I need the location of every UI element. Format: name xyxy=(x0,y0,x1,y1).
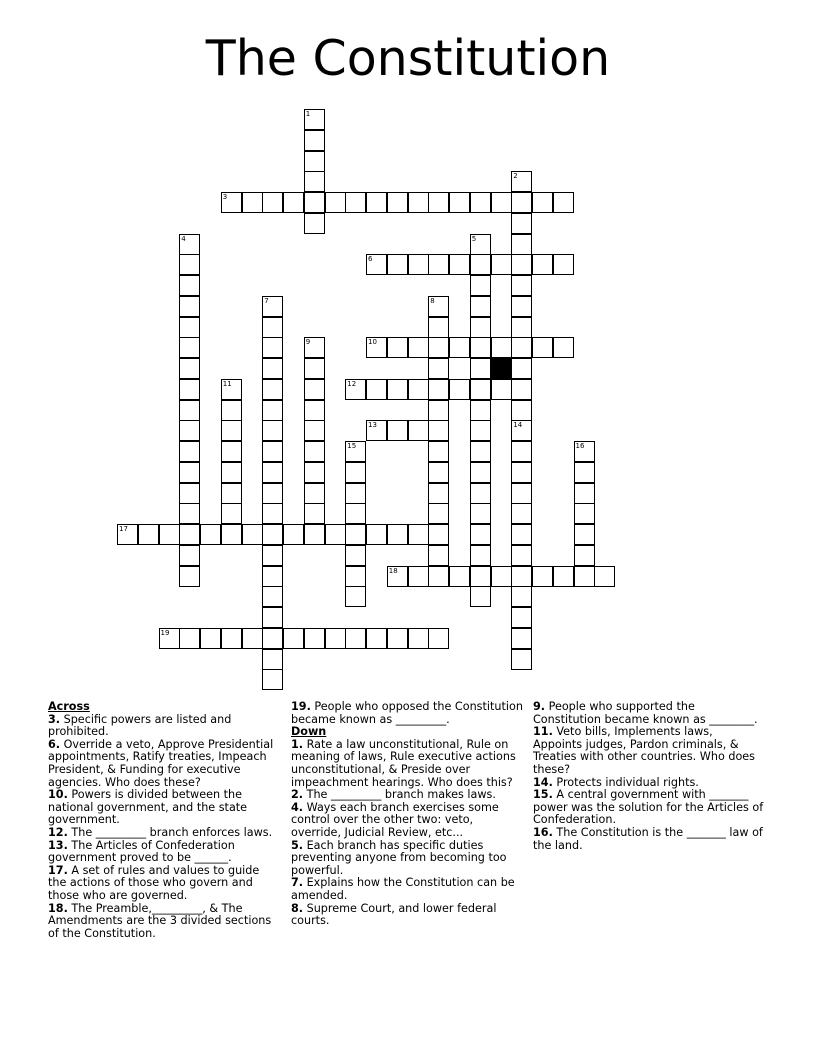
grid-cell[interactable] xyxy=(262,586,283,607)
grid-cell[interactable] xyxy=(511,524,532,545)
grid-cell[interactable] xyxy=(221,483,242,504)
grid-cell[interactable] xyxy=(470,586,491,607)
grid-cell[interactable] xyxy=(179,234,200,255)
grid-cell[interactable] xyxy=(221,441,242,462)
grid-cell[interactable] xyxy=(304,628,325,649)
grid-cell[interactable] xyxy=(221,462,242,483)
grid-cell[interactable] xyxy=(262,400,283,421)
grid-cell[interactable] xyxy=(470,566,491,587)
grid-cell[interactable] xyxy=(304,524,325,545)
grid-cell[interactable] xyxy=(262,628,283,649)
grid-cell[interactable] xyxy=(491,337,512,358)
grid-cell[interactable] xyxy=(304,379,325,400)
grid-cell[interactable] xyxy=(262,192,283,213)
grid-cell[interactable] xyxy=(511,462,532,483)
clue-number: 17 xyxy=(119,525,128,533)
grid-cell[interactable] xyxy=(449,192,470,213)
grid-cell[interactable] xyxy=(345,192,366,213)
grid-cell[interactable] xyxy=(428,441,449,462)
grid-cell[interactable] xyxy=(200,524,221,545)
grid-cell[interactable] xyxy=(221,192,242,213)
clue-down-5: 5. Each branch has specific duties preventing anyone from becoming too powerful. xyxy=(291,838,507,877)
clue-down-15: 15. A central government with _______ power was the solution for the Articles of Confederation. xyxy=(533,788,764,827)
grid-cell[interactable] xyxy=(511,254,532,275)
grid-cell[interactable] xyxy=(179,566,200,587)
grid-cell[interactable] xyxy=(511,586,532,607)
grid-cell[interactable] xyxy=(408,628,429,649)
grid-cell[interactable] xyxy=(242,192,263,213)
grid-cell[interactable] xyxy=(511,503,532,524)
clue-number: 5 xyxy=(471,234,477,243)
grid-cell[interactable] xyxy=(179,337,200,358)
grid-cell[interactable] xyxy=(491,566,512,587)
clue-down-7: 7. Explains how the Constitution can be amended. xyxy=(291,876,515,902)
grid-cell[interactable] xyxy=(366,524,387,545)
clues-column-1 xyxy=(48,701,280,940)
grid-cell[interactable] xyxy=(262,379,283,400)
grid-cell[interactable] xyxy=(428,566,449,587)
grid-cell[interactable] xyxy=(304,213,325,234)
grid-cell[interactable] xyxy=(470,503,491,524)
grid-cell[interactable] xyxy=(470,296,491,317)
grid-cell[interactable] xyxy=(449,379,470,400)
clue-number: 19 xyxy=(160,628,170,637)
grid-cell[interactable] xyxy=(449,254,470,275)
clue-number: 14 xyxy=(513,421,523,430)
clue-down-16: 16. The Constitution is the _______ law of the land. xyxy=(533,825,763,852)
grid-cell[interactable] xyxy=(179,317,200,338)
grid-cell[interactable] xyxy=(428,192,449,213)
grid-cell[interactable] xyxy=(491,192,512,213)
grid-cell[interactable] xyxy=(304,420,325,441)
grid-cell[interactable] xyxy=(345,462,366,483)
clue-across-10: 10. Powers is divided between the national government, and the state government. xyxy=(48,788,248,827)
grid-cell[interactable] xyxy=(179,358,200,379)
grid-cell[interactable] xyxy=(574,503,595,524)
grid-cell[interactable] xyxy=(345,566,366,587)
grid-cell[interactable] xyxy=(262,607,283,628)
grid-cell[interactable] xyxy=(325,192,346,213)
grid-cell[interactable] xyxy=(304,130,325,151)
grid-cell[interactable] xyxy=(179,379,200,400)
grid-cell[interactable] xyxy=(428,628,449,649)
grid-cell[interactable] xyxy=(304,483,325,504)
down-header: Down xyxy=(291,725,327,739)
grid-cell[interactable] xyxy=(366,337,387,358)
grid-cell[interactable] xyxy=(221,379,242,400)
clue-number: 1 xyxy=(305,110,311,118)
grid-cell[interactable] xyxy=(345,503,366,524)
black-square xyxy=(491,358,512,379)
grid-cell[interactable] xyxy=(428,503,449,524)
clue-number: 15 xyxy=(347,442,357,450)
grid-cell[interactable] xyxy=(574,545,595,566)
clue-down-14: 14. Protects individual rights. xyxy=(533,775,699,789)
grid-cell[interactable] xyxy=(408,379,429,400)
clues-column-3 xyxy=(533,701,765,852)
grid-cell[interactable] xyxy=(179,254,200,275)
grid-cell[interactable] xyxy=(366,628,387,649)
grid-cell[interactable] xyxy=(200,628,221,649)
grid-cell[interactable] xyxy=(470,462,491,483)
grid-cell[interactable] xyxy=(511,545,532,566)
grid-cell[interactable] xyxy=(366,420,387,441)
grid-cell[interactable] xyxy=(470,400,491,421)
grid-cell[interactable] xyxy=(159,524,180,545)
grid-cell[interactable] xyxy=(574,483,595,504)
grid-cell[interactable] xyxy=(325,628,346,649)
grid-cell[interactable] xyxy=(262,503,283,524)
grid-cell[interactable] xyxy=(179,420,200,441)
grid-cell[interactable] xyxy=(428,317,449,338)
grid-cell[interactable] xyxy=(470,483,491,504)
clue-number: 7 xyxy=(264,296,269,305)
grid-cell[interactable] xyxy=(345,441,366,462)
grid-cell[interactable] xyxy=(304,503,325,524)
grid-cell[interactable] xyxy=(470,192,491,213)
clue-across-17: 17. A set of rules and values to guide the actions of those who govern and those who are governed. xyxy=(48,863,260,902)
grid-cell[interactable] xyxy=(179,483,200,504)
clue-number: 12 xyxy=(347,379,357,388)
grid-cell[interactable] xyxy=(553,254,574,275)
grid-cell[interactable] xyxy=(511,379,532,400)
clue-across-13: 13. The Articles of Confederation government proved to be ______. xyxy=(48,838,235,865)
grid-cell[interactable] xyxy=(574,566,595,587)
grid-cell[interactable] xyxy=(387,254,408,275)
grid-cell[interactable] xyxy=(511,441,532,462)
grid-cell[interactable] xyxy=(511,171,532,192)
grid-cell[interactable] xyxy=(470,441,491,462)
grid-cell[interactable] xyxy=(511,607,532,628)
grid-cell[interactable] xyxy=(138,524,159,545)
clue-number: 11 xyxy=(222,379,232,388)
grid-cell[interactable] xyxy=(179,441,200,462)
clue-across-3: 3. Specific powers are listed and prohibited. xyxy=(48,712,232,739)
grid-cell[interactable] xyxy=(532,566,553,587)
grid-cell[interactable] xyxy=(304,462,325,483)
grid-cell[interactable] xyxy=(428,296,449,317)
grid-cell[interactable] xyxy=(449,337,470,358)
grid-cell[interactable] xyxy=(408,192,429,213)
clues-column-2 xyxy=(291,701,523,928)
grid-cell[interactable] xyxy=(283,192,304,213)
grid-cell[interactable] xyxy=(262,441,283,462)
page-title: The Constitution xyxy=(205,30,611,87)
grid-cell[interactable] xyxy=(179,275,200,296)
grid-cell[interactable] xyxy=(428,462,449,483)
grid-cell[interactable] xyxy=(470,379,491,400)
grid-cell[interactable] xyxy=(387,192,408,213)
grid-cell[interactable] xyxy=(511,649,532,670)
grid-cell[interactable] xyxy=(387,379,408,400)
clue-across-6: 6. Override a veto, Approve Presidential appointments, Ratify treaties, Impeach President, & Funding for executive agencies. Who does these? xyxy=(48,737,274,789)
grid-cell[interactable] xyxy=(408,337,429,358)
grid-cell[interactable] xyxy=(262,317,283,338)
grid-cell[interactable] xyxy=(511,234,532,255)
grid-cell[interactable] xyxy=(179,628,200,649)
grid-cell[interactable] xyxy=(428,524,449,545)
grid-cell[interactable] xyxy=(470,317,491,338)
clue-down-4: 4. Ways each branch exercises some control over the other two: veto, override, Judicial Review, etc... xyxy=(291,800,499,839)
grid-cell[interactable] xyxy=(553,337,574,358)
grid-cell[interactable] xyxy=(491,379,512,400)
grid-cell[interactable] xyxy=(345,586,366,607)
grid-cell[interactable] xyxy=(304,400,325,421)
grid-cell[interactable] xyxy=(574,441,595,462)
clue-down-8: 8. Supreme Court, and lower federal courts. xyxy=(291,901,497,928)
grid-cell[interactable] xyxy=(159,628,180,649)
grid-cell[interactable] xyxy=(345,628,366,649)
grid-cell[interactable] xyxy=(262,524,283,545)
grid-cell[interactable] xyxy=(304,151,325,172)
grid-cell[interactable] xyxy=(532,254,553,275)
clue-number: 16 xyxy=(575,442,585,450)
grid-cell[interactable] xyxy=(242,524,263,545)
clue-across-12: 12. The _________ branch enforces laws. xyxy=(48,825,273,839)
grid-cell[interactable] xyxy=(511,337,532,358)
grid-cell[interactable] xyxy=(304,441,325,462)
grid-cell[interactable] xyxy=(221,524,242,545)
clue-number: 6 xyxy=(368,255,373,264)
grid-cell[interactable] xyxy=(262,337,283,358)
grid-cell[interactable] xyxy=(387,524,408,545)
grid-cell[interactable] xyxy=(532,192,553,213)
grid-cell[interactable] xyxy=(511,358,532,379)
grid-cell[interactable] xyxy=(179,545,200,566)
grid-cell[interactable] xyxy=(574,524,595,545)
grid-cell[interactable] xyxy=(511,192,532,213)
grid-cell[interactable] xyxy=(262,649,283,670)
grid-cell[interactable] xyxy=(345,483,366,504)
grid-cell[interactable] xyxy=(470,524,491,545)
grid-cell[interactable] xyxy=(345,379,366,400)
grid-cell[interactable] xyxy=(262,669,283,690)
grid-cell[interactable] xyxy=(366,192,387,213)
clue-down-1: 1. Rate a law unconstitutional, Rule on meaning of laws, Rule executive actions unconstitutional, & Preside over impeachment hearings. Who does this? xyxy=(291,737,516,789)
grid-cell[interactable] xyxy=(179,400,200,421)
grid-cell[interactable] xyxy=(262,483,283,504)
grid-cell[interactable] xyxy=(532,337,553,358)
grid-cell[interactable] xyxy=(428,379,449,400)
grid-cell[interactable] xyxy=(221,628,242,649)
grid-cell[interactable] xyxy=(470,275,491,296)
grid-cell[interactable] xyxy=(221,420,242,441)
clue-number: 9 xyxy=(305,338,311,347)
grid-cell[interactable] xyxy=(511,628,532,649)
grid-cell[interactable] xyxy=(470,234,491,255)
clue-number: 10 xyxy=(368,338,377,347)
grid-cell[interactable] xyxy=(262,566,283,587)
grid-cell[interactable] xyxy=(511,566,532,587)
grid-cell[interactable] xyxy=(262,296,283,317)
grid-cell[interactable] xyxy=(408,254,429,275)
grid-cell[interactable] xyxy=(179,462,200,483)
grid-cell[interactable] xyxy=(345,545,366,566)
grid-cell[interactable] xyxy=(179,296,200,317)
grid-cell[interactable] xyxy=(491,254,512,275)
grid-cell[interactable] xyxy=(428,420,449,441)
grid-cell[interactable] xyxy=(428,254,449,275)
grid-cell[interactable] xyxy=(179,503,200,524)
clue-across-19: 19. People who opposed the Constitution became known as _________. xyxy=(291,700,523,726)
grid-cell[interactable] xyxy=(325,524,346,545)
grid-cell[interactable] xyxy=(470,420,491,441)
grid-cell[interactable] xyxy=(366,379,387,400)
grid-cell[interactable] xyxy=(408,566,429,587)
grid-cell[interactable] xyxy=(283,524,304,545)
grid-cell[interactable] xyxy=(470,337,491,358)
grid-cell[interactable] xyxy=(594,566,615,587)
grid-cell[interactable] xyxy=(553,566,574,587)
clue-down-9: 9. People who supported the Constitution became known as ________. xyxy=(533,700,758,726)
grid-cell[interactable] xyxy=(408,420,429,441)
grid-cell[interactable] xyxy=(574,462,595,483)
grid-cell[interactable] xyxy=(387,420,408,441)
grid-cell[interactable] xyxy=(428,483,449,504)
grid-cell[interactable] xyxy=(179,524,200,545)
grid-cell[interactable] xyxy=(283,628,304,649)
grid-cell[interactable] xyxy=(304,109,325,130)
grid-cell[interactable] xyxy=(470,358,491,379)
clue-number: 8 xyxy=(430,296,435,305)
grid-cell[interactable] xyxy=(304,171,325,192)
grid-cell[interactable] xyxy=(387,337,408,358)
grid-cell[interactable] xyxy=(262,545,283,566)
clue-number: 18 xyxy=(388,566,398,575)
grid-cell[interactable] xyxy=(428,400,449,421)
grid-cell[interactable] xyxy=(366,254,387,275)
grid-cell[interactable] xyxy=(304,337,325,358)
clue-number: 13 xyxy=(368,421,377,430)
grid-cell[interactable] xyxy=(242,628,263,649)
grid-cell[interactable] xyxy=(470,545,491,566)
grid-cell[interactable] xyxy=(117,524,138,545)
grid-cell[interactable] xyxy=(345,524,366,545)
clue-number: 4 xyxy=(181,234,186,243)
grid-cell[interactable] xyxy=(262,462,283,483)
grid-cell[interactable] xyxy=(262,420,283,441)
grid-cell[interactable] xyxy=(387,628,408,649)
grid-cell[interactable] xyxy=(511,213,532,234)
clue-number: 3 xyxy=(222,193,228,201)
clue-down-2: 2. The _________ branch makes laws. xyxy=(291,788,496,802)
clue-down-11: 11. Veto bills, Implements laws, Appoints judges, Pardon criminals, & Treaties with other countries. Who does these? xyxy=(533,725,755,776)
clue-across-18: 18. The Preamble,_________, & The Amendments are the 3 divided sections of the Constitution. xyxy=(48,901,272,940)
grid-cell[interactable] xyxy=(511,275,532,296)
grid-cell[interactable] xyxy=(511,483,532,504)
grid-cell[interactable] xyxy=(387,566,408,587)
across-header: Across xyxy=(48,700,90,713)
grid-cell[interactable] xyxy=(449,566,470,587)
grid-cell[interactable] xyxy=(470,254,491,275)
grid-cell[interactable] xyxy=(221,400,242,421)
grid-cell[interactable] xyxy=(304,192,325,213)
grid-cell[interactable] xyxy=(553,192,574,213)
grid-cell[interactable] xyxy=(428,337,449,358)
grid-cell[interactable] xyxy=(511,296,532,317)
grid-cell[interactable] xyxy=(511,420,532,441)
grid-cell[interactable] xyxy=(262,358,283,379)
grid-cell[interactable] xyxy=(428,545,449,566)
grid-cell[interactable] xyxy=(221,503,242,524)
clue-number: 2 xyxy=(513,172,518,181)
grid-cell[interactable] xyxy=(428,358,449,379)
grid-cell[interactable] xyxy=(304,358,325,379)
grid-cell[interactable] xyxy=(511,317,532,338)
grid-cell[interactable] xyxy=(511,400,532,421)
grid-cell[interactable] xyxy=(408,524,429,545)
